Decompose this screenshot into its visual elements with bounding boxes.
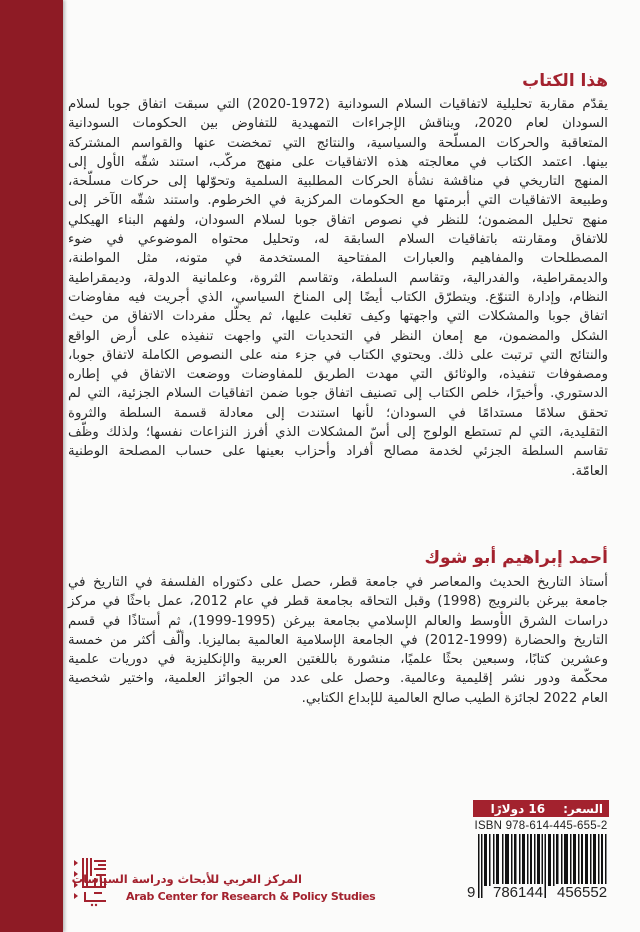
barcode-digits-right: 456552 [557,884,608,901]
text-line: بينها. اعتمد الكتاب في معالجته هذه الاتفاقيات على منهج مركّب، استند شقّه الأول إلى [68,154,608,170]
text-line: التاريخ والحضارة (1999-2012) في الجامعة الإسلامية العالمية بماليزيا. وألّف أكثر من خمسة [68,632,608,648]
text-line: محكّمة ودور نشر إقليمية وعالمية. وحصل على عدد من الجوائز العلمية، واختير شخصية [68,671,608,687]
text-line: أستاذ التاريخ الحديث والمعاصر في جامعة قطر، حصل على دكتوراه الفلسفة في التاريخ في [68,575,608,590]
isbn-number: ISBN 978-614-445-655-2 [474,820,608,832]
text-line: المصطلحات والمفاهيم والعبارات المفتاحية المستخدمة في متونه، مثل المواطنة، [68,251,608,267]
text-line: للاتفاق ومقارنته باتفاقيات السلام السابقة له، وتحليل محتواه الموضوعي في ضوء [68,232,608,248]
text-line: التقليدية، التي لم تستطع الولوج إلى أسّ المشكلات الذي أفرز النزاعات نفسها؛ ولذلك وظّف [68,425,608,441]
author-name-heading: أحمد إبراهيم أبو شوك [424,548,608,568]
barcode-digits [466,884,612,902]
text-line: يقدّم مقاربة تحليلية لاتفاقيات السلام السودانية (1972-2020) التي سبقت اتفاق جوبا لسلام [68,97,608,112]
publisher-name-arabic: المركز العربي للأبحاث ودراسة السياسات [71,872,302,886]
text-line: الشكل والمضمون، مع إمعان النظر في التحديات التي واجهت تنفيذه على أرض الواقع [68,328,608,344]
text-line: السودان لعام 2020، ويناقش الإجراءات التمهيدية للتفاوض بين الحكومات السودانية [68,116,608,132]
text-line: وطبيعة الاتفاقيات التي أبرمتها مع الحكومات المركزية في الخرطوم. واستند شقّه الآخر إلى [68,193,608,209]
price-label: السعر: [563,801,603,816]
text-line: وعشرين كتابًا، وسبعين بحثًا علميًا، منشورة باللغتين العربية والإنكليزية في دوريات علمية [68,652,608,668]
text-line: المتعاقبة والحركات المسلّحة والسياسية، والنتائج التي تمخضت عنها والقواسم المشتركة [68,135,608,151]
text-line: الدستوري. وأخيرًا، خلص الكتاب إلى تصنيف اتفاق جوبا ضمن اتفاقيات السلام الجزئية، التي لم [68,386,608,402]
text-line: تحقق سلامًا مستدامًا في السودان؛ لأنها استندت إلى معادلة قسمة السلطة والثروة [68,405,608,421]
barcode-digits-left: 786144 [493,884,544,901]
about-book-text [68,95,608,481]
text-line: دراسات الشرق الأوسط والعالم الإسلامي بجامعة بيرغن (1995-1999)، ثم أستاذًا في قسم [68,613,608,629]
price-value: 16 دولارًا [490,801,546,816]
text-line: ومصفوفات تنفيذه، والوثائق التي مهدت الطريق للمفاوضات ووضعت الاتفاق في إطاره [68,367,608,383]
about-book-heading: هذا الكتاب [522,71,608,91]
about-author-text [68,573,608,708]
text-line: المنهج التاريخي في مناقشة نشأة الحركات المطلبية السلمية وتحوّلها إلى حركات مسلّحة، [68,174,608,190]
text-line: العام 2022 لجائزة الطيب صالح العالمية للإبداع الكتابي. [301,690,608,706]
price-badge [473,800,609,817]
publisher-name-english: Arab Center for Research & Policy Studies [126,890,376,903]
text-line: والنتائج التي ترتبت على ذلك. ويحتوي الكتاب في جزء منه على النصوص الكاملة لاتفاق جوبا، [68,347,608,363]
text-line: تقاسم السلطة الجزئي لخدمة مصالح أفراد وأحزاب بعينها على حساب المصلحة الوطنية [68,444,608,460]
text-line: جامعة بيرغن بالنرويج (1998) وقبل التحاقه بجامعة قطر في عام 2012، عمل باحثًا في مركز [68,594,608,610]
barcode-digit-prefix: 9 [467,884,476,901]
text-line: منهج تحليل المضمون؛ للنظر في نصوص اتفاق جوبا لسلام السودان، ولفهم البناء الهيكلي [68,212,608,228]
text-line: والديمقراطية، والفدرالية، وتقاسم السلطة، وتقاسم الثروة، وعلمانية الدولة، وديمقراطية [68,270,608,286]
text-line: اتفاق جوبا والمشكلات التي واجهتها وكيف تغلبت عليها، ثم يحلّل مفردات الاتفاق من حيث [68,309,608,325]
text-line: النظام، وإدارة التنوّع. ويتطرّق الكتاب أيضًا إلى المناخ السياسي، الذي أجريت فيه مفاوضات [68,289,608,305]
text-line: العامّة. [571,463,608,479]
spine-red-band [0,0,63,932]
